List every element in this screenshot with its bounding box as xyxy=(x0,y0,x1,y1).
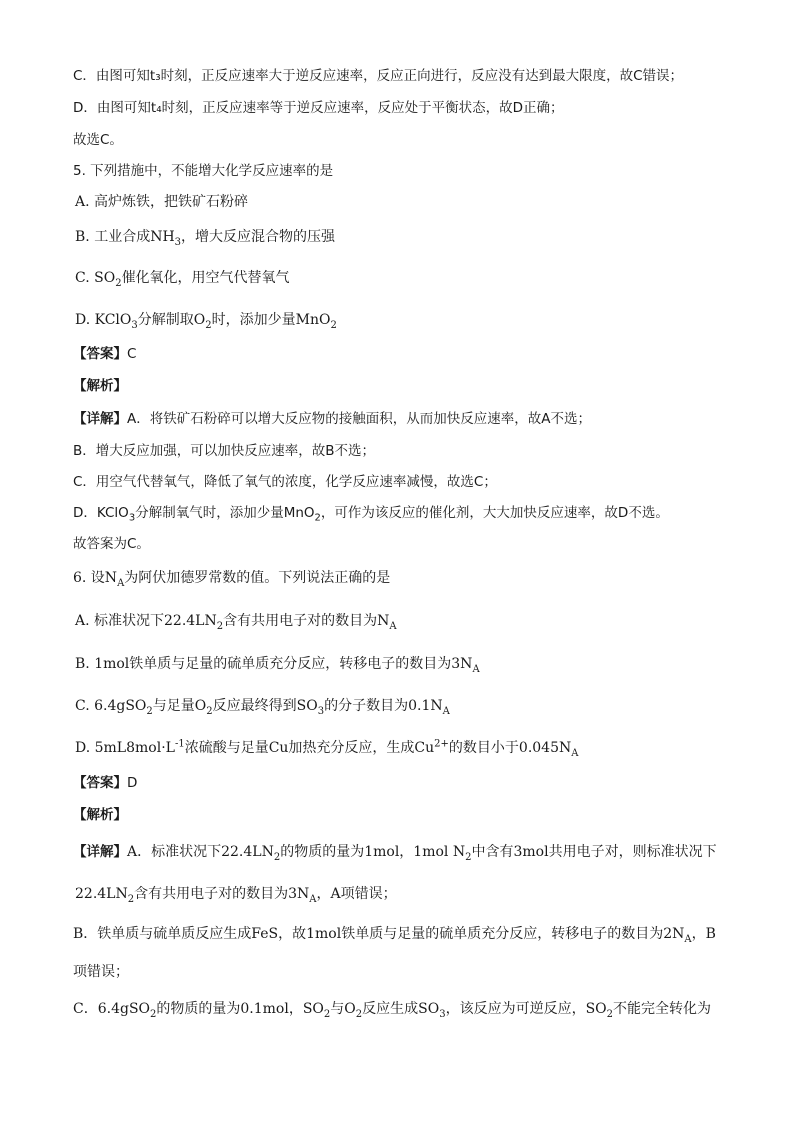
prev-option-c: C．由图可知t₃时刻，正反应速率大于逆反应速率，反应正向进行，反应没有达到最大限度，故C错误； xyxy=(73,68,684,84)
q6-detail-b-line1: B．铁单质与硫单质反应生成FeS，故1mol铁单质与足量的硫单质充分反应，转移电子的数目为$2N_A$，B xyxy=(73,926,716,945)
q5-detail-c: C．用空气代替氧气，降低了氧气的浓度，化学反应速率减慢，故选C； xyxy=(73,474,497,490)
q5-detail-d: D．KClO$_3$分解制氧气时，添加少量MnO$_2$，可作为该反应的催化剂，大大加快反应速率，故D不选。 xyxy=(73,505,669,524)
q5-option-a: A. 高炉炼铁，把铁矿石粉碎 xyxy=(75,194,249,210)
q6-detail-a-line1: 【详解】A．标准状况下$22.4LN_2$的物质的量为1mol，1mol $N_2$中含有3mol共用电子对，则标准状况下 xyxy=(73,844,717,863)
q6-option-b: B. 1mol铁单质与足量的硫单质充分反应，转移电子的数目为$3N_A$ xyxy=(75,656,480,675)
q6-stem: 6. 设$N_A$为阿伏加德罗常数的值。下列说法正确的是 xyxy=(73,570,391,589)
q6-analysis-label: 【解析】 xyxy=(73,807,127,823)
prev-option-d: D．由图可知t₄时刻，正反应速率等于逆反应速率，反应处于平衡状态，故D正确； xyxy=(73,100,564,116)
q5-stem: 5. 下列措施中，不能增大化学反应速率的是 xyxy=(73,163,334,179)
q6-option-a: A. 标准状况下$22.4LN_2$含有共用电子对的数目为$N_A$ xyxy=(75,613,397,632)
q5-conclusion: 故答案为C。 xyxy=(73,536,150,552)
q5-detail-b: B．增大反应加强，可以加快反应速率，故B不选； xyxy=(73,443,376,459)
q5-option-b: B. 工业合成$NH_3$，增大反应混合物的压强 xyxy=(75,229,336,248)
q6-option-d: D. $5mL8mol\cdot L^{-1}$浓硫酸与足量Cu加热充分反应，生成$Cu^{2+}$的数目小于$0.045N_A$ xyxy=(75,738,579,759)
q5-detail-a: 【详解】A．将铁矿石粉碎可以增大反应物的接触面积，从而加快反应速率，故A不选； xyxy=(73,411,591,427)
q5-analysis-label: 【解析】 xyxy=(73,378,127,394)
q5-answer: 【答案】C xyxy=(73,346,137,362)
q5-option-c: C. $SO_2$催化氧化，用空气代替氧气 xyxy=(75,270,290,289)
q6-answer: 【答案】D xyxy=(73,775,138,791)
q6-option-c: C. 6.4gSO$_2$与足量$O_2$反应最终得到$SO_3$的分子数目为$0.1N_A$ xyxy=(75,698,450,717)
q5-option-d: D. KClO$_3$分解制取$O_2$时，添加少量MnO$_2$ xyxy=(75,312,337,331)
q6-detail-c-line1: C．6.4gSO$_2$的物质的量为0.1mol，$SO_2$与$O_2$反应生成$SO_3$，该反应为可逆反应，$SO_2$不能完全转化为 xyxy=(73,1001,712,1020)
q6-detail-b-line2: 项错误； xyxy=(73,964,129,980)
q6-detail-a-line2: $22.4LN_2$含有共用电子对的数目为$3N_A$，A项错误； xyxy=(75,886,397,905)
prev-conclusion: 故选C。 xyxy=(73,132,123,148)
